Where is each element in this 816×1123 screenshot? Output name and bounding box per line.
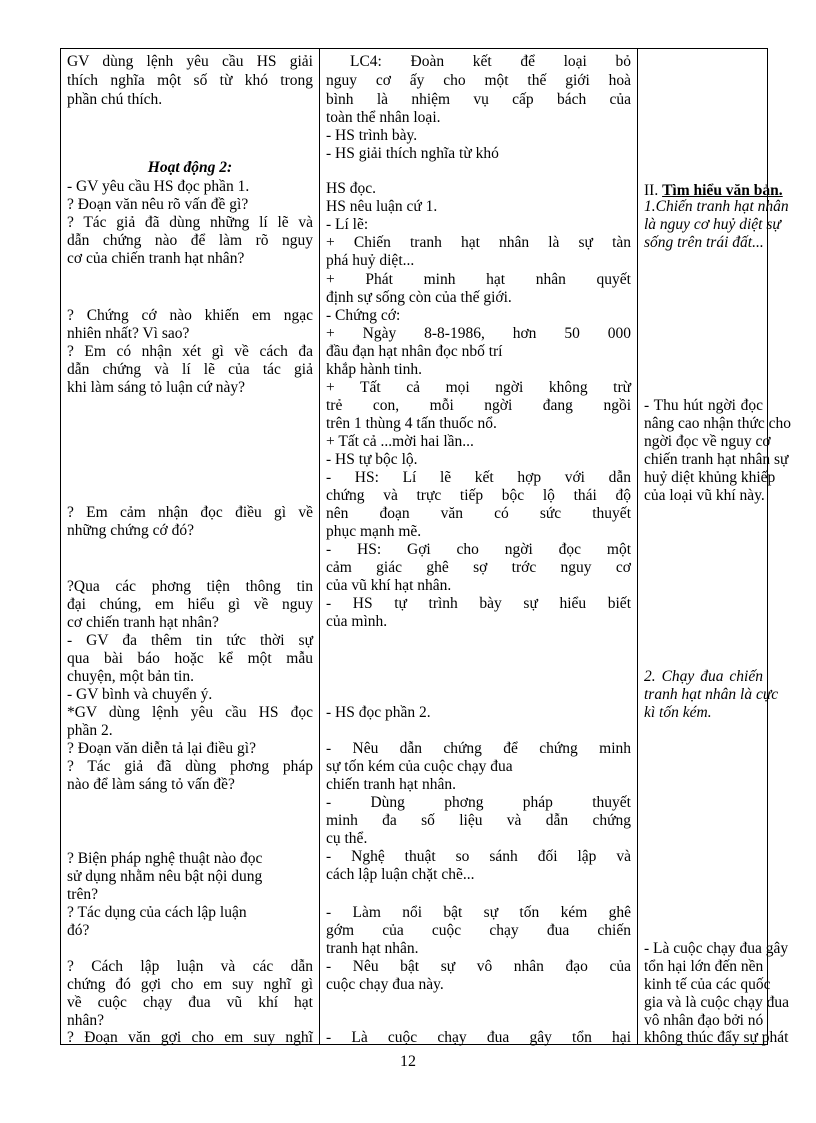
page-number: 12 bbox=[400, 1053, 416, 1070]
text-line: - Là cuộc chạy đua gây bbox=[644, 940, 789, 957]
text-line: nào để làm sáng tỏ vấn đề? bbox=[67, 776, 235, 793]
section-heading bbox=[644, 182, 783, 199]
text-line: nên đoạn văn có sức thuyết bbox=[326, 505, 631, 522]
text-line: bình là nhiệm vụ cấp bách của bbox=[326, 91, 631, 108]
text-line: định sự sống còn của thế giới. bbox=[326, 289, 512, 306]
text-line: không thúc đẩy sự phát bbox=[644, 1029, 789, 1046]
text-line: toàn thể nhân loại. bbox=[326, 109, 441, 126]
text-line: + Tất cả ...mời hai lần... bbox=[326, 433, 474, 450]
text-line: đầu đạn hạt nhân đọc nbố trí bbox=[326, 343, 503, 360]
text-line: + Tất cả mọi ngời không trừ bbox=[326, 379, 631, 396]
text-line: nâng cao nhận thức cho bbox=[644, 415, 791, 432]
activity-heading: Hoạt động 2: bbox=[147, 159, 233, 176]
text-line: kinh tế của các quốc bbox=[644, 976, 771, 993]
text-line: - GV đa thêm tin tức thời sự bbox=[67, 632, 313, 649]
text-line: HS đọc. bbox=[326, 180, 376, 197]
text-line: - Nêu bật sự vô nhân đạo của bbox=[326, 958, 631, 975]
text-line: *GV dùng lệnh yêu cầu HS đọc bbox=[67, 704, 313, 721]
text-line: - Chứng cớ: bbox=[326, 307, 401, 324]
text-line: khi làm sáng tỏ luận cứ này? bbox=[67, 379, 245, 396]
text-line: nhân? bbox=[67, 1012, 105, 1029]
text-line: tổn hại lớn đến nền bbox=[644, 958, 764, 975]
text-line: sống trên trái đất... bbox=[644, 234, 764, 251]
text-line: qua bài báo hoặc kể một mẫu bbox=[67, 650, 313, 667]
text-line: vô nhân đạo bởi nó bbox=[644, 1012, 764, 1029]
text-line: phá huỷ diệt... bbox=[326, 252, 415, 269]
content-column bbox=[638, 49, 791, 1046]
text-line: tranh hạt nhân. bbox=[326, 940, 419, 957]
text-line: những chứng cớ đó? bbox=[67, 522, 195, 539]
text-line: GV dùng lệnh yêu cầu HS giải bbox=[67, 53, 313, 70]
text-line: - Làm nổi bật sự tốn kém ghê bbox=[326, 904, 631, 921]
text-line: trên 1 thùng 4 tấn thuốc nổ. bbox=[326, 415, 497, 432]
text-line: 2. Chạy đua chiến bbox=[644, 668, 763, 685]
text-line: về cuộc chạy đua vũ khí hạt bbox=[67, 994, 313, 1011]
text-line: gia và là cuộc chạy đua bbox=[644, 994, 790, 1011]
text-line: sử dụng nhằm nêu bật nội dung bbox=[67, 868, 263, 885]
text-line: ? Em có nhận xét gì về cách đa bbox=[67, 343, 313, 360]
text-line: chiến tranh hạt nhân. bbox=[326, 776, 456, 793]
text-line: của vũ khí hạt nhân. bbox=[326, 577, 452, 594]
text-line: cụ thể. bbox=[326, 830, 368, 847]
text-line: + Chiến tranh hạt nhân là sự tàn bbox=[326, 234, 631, 251]
text-line: dẫn chứng nào để làm rõ nguy bbox=[67, 232, 313, 249]
text-line: ? Chứng cớ nào khiến em ngạc bbox=[67, 307, 313, 324]
section-number: II. bbox=[644, 182, 659, 199]
text-line: - HS giải thích nghĩa từ khó bbox=[326, 145, 499, 162]
text-line: - Dùng phơng pháp thuyết bbox=[326, 794, 631, 811]
text-line: - Nghệ thuật so sánh đối lập và bbox=[326, 848, 631, 865]
text-line: thích nghĩa một số từ khó trong bbox=[67, 72, 313, 89]
text-line: - Thu hút ngời đọc bbox=[644, 397, 763, 414]
text-line: chuyện, một bản tin. bbox=[67, 668, 194, 685]
text-line: phục mạnh mẽ. bbox=[326, 523, 422, 540]
student-activity-column bbox=[320, 49, 638, 1044]
text-line: - Lí lẽ: bbox=[326, 216, 369, 233]
text-line: cuộc chạy đua này. bbox=[326, 976, 444, 993]
text-line: - Là cuộc chạy đua gây tổn hại bbox=[326, 1029, 631, 1046]
text-line: ? Tác dụng của cách lập luận bbox=[67, 904, 247, 921]
text-line: cơ chiến tranh hạt nhân? bbox=[67, 614, 219, 631]
text-line: là nguy cơ huỷ diệt sự bbox=[644, 216, 781, 233]
text-line: - HS: Gợi cho ngời đọc một bbox=[326, 541, 631, 558]
text-line: - Nêu dẫn chứng để chứng minh bbox=[326, 740, 631, 757]
text-line: ? Em cảm nhận đọc điều gì về bbox=[67, 504, 313, 521]
text-line: cảm giác ghê sợ trớc nguy cơ bbox=[326, 559, 631, 576]
lesson-table bbox=[60, 48, 791, 1046]
text-line: đó? bbox=[67, 922, 90, 939]
text-line: chiến tranh hạt nhân sự bbox=[644, 451, 789, 468]
text-line: minh đa số liệu và dẫn chứng bbox=[326, 812, 631, 829]
text-line: của loại vũ khí này. bbox=[644, 487, 765, 504]
section-title: Tìm hiểu văn bản. bbox=[662, 182, 783, 199]
text-line: ? Tác giả đã dùng những lí lẽ và bbox=[67, 214, 313, 231]
text-line: - GV bình và chuyển ý. bbox=[67, 686, 213, 703]
text-line: - HS đọc phần 2. bbox=[326, 704, 431, 721]
text-line: đại chúng, em hiểu gì về nguy bbox=[67, 596, 313, 613]
text-line: ? Đoạn văn gợi cho em suy nghĩ bbox=[67, 1029, 313, 1046]
text-line: - GV yêu cầu HS đọc phần 1. bbox=[67, 178, 250, 195]
text-line: LC4: Đoàn kết để loại bỏ bbox=[350, 53, 631, 70]
text-line: ? Đoạn văn nêu rõ vấn đề gì? bbox=[67, 196, 249, 213]
text-line: trên? bbox=[67, 886, 98, 903]
teacher-activity-column bbox=[61, 49, 320, 1044]
text-line: ? Đoạn văn diễn tả lại điều gì? bbox=[67, 740, 256, 757]
text-line: gớm của cuộc chạy đua chiến bbox=[326, 922, 631, 939]
text-line: - HS trình bày. bbox=[326, 127, 418, 144]
text-line: ? Cách lập luận và các dẫn bbox=[67, 958, 313, 975]
text-line: của mình. bbox=[326, 613, 388, 630]
text-line: - HS tự trình bày sự hiểu biết bbox=[326, 595, 631, 612]
text-line: chứng đó gợi cho em suy nghĩ gì bbox=[67, 976, 313, 993]
text-line: nguy cơ ấy cho một thế giới hoà bbox=[326, 72, 631, 89]
text-line: huỷ diệt khủng khiếp bbox=[644, 469, 776, 486]
text-line: trẻ con, mỗi ngời đang ngồi bbox=[326, 397, 631, 414]
text-line: ?Qua các phơng tiện thông tin bbox=[67, 578, 313, 595]
text-line: sự tốn kém của cuộc chạy đua bbox=[326, 758, 513, 775]
text-line: cách lập luận chặt chẽ... bbox=[326, 866, 475, 883]
text-line: khắp hành tinh. bbox=[326, 361, 422, 378]
text-line: tranh hạt nhân là cực bbox=[644, 686, 779, 703]
text-line: cơ của chiến tranh hạt nhân? bbox=[67, 250, 245, 267]
text-line: - HS: Lí lẽ kết hợp với dẫn bbox=[326, 469, 631, 486]
text-line: phần 2. bbox=[67, 722, 113, 739]
text-line: HS nêu luận cứ 1. bbox=[326, 198, 438, 215]
text-line: ngời đọc về nguy cơ bbox=[644, 433, 771, 450]
text-line: dẫn chứng và lí lẽ của tác giả bbox=[67, 361, 313, 378]
text-line: ? Tác giả đã dùng phơng pháp bbox=[67, 758, 313, 775]
text-line: nhiên nhất? Vì sao? bbox=[67, 325, 190, 342]
text-line: + Phát minh hạt nhân quyết bbox=[326, 271, 631, 288]
text-line: kì tốn kém. bbox=[644, 704, 712, 721]
text-line: 1.Chiến tranh hạt nhân bbox=[644, 198, 789, 215]
text-line: - HS tự bộc lộ. bbox=[326, 451, 418, 468]
text-line: + Ngày 8-8-1986, hơn 50 000 bbox=[326, 325, 631, 342]
text-line: ? Biện pháp nghệ thuật nào đọc bbox=[67, 850, 263, 867]
text-line: chứng và trực tiếp bộc lộ thái độ bbox=[326, 487, 631, 504]
text-line: phần chú thích. bbox=[67, 91, 163, 108]
